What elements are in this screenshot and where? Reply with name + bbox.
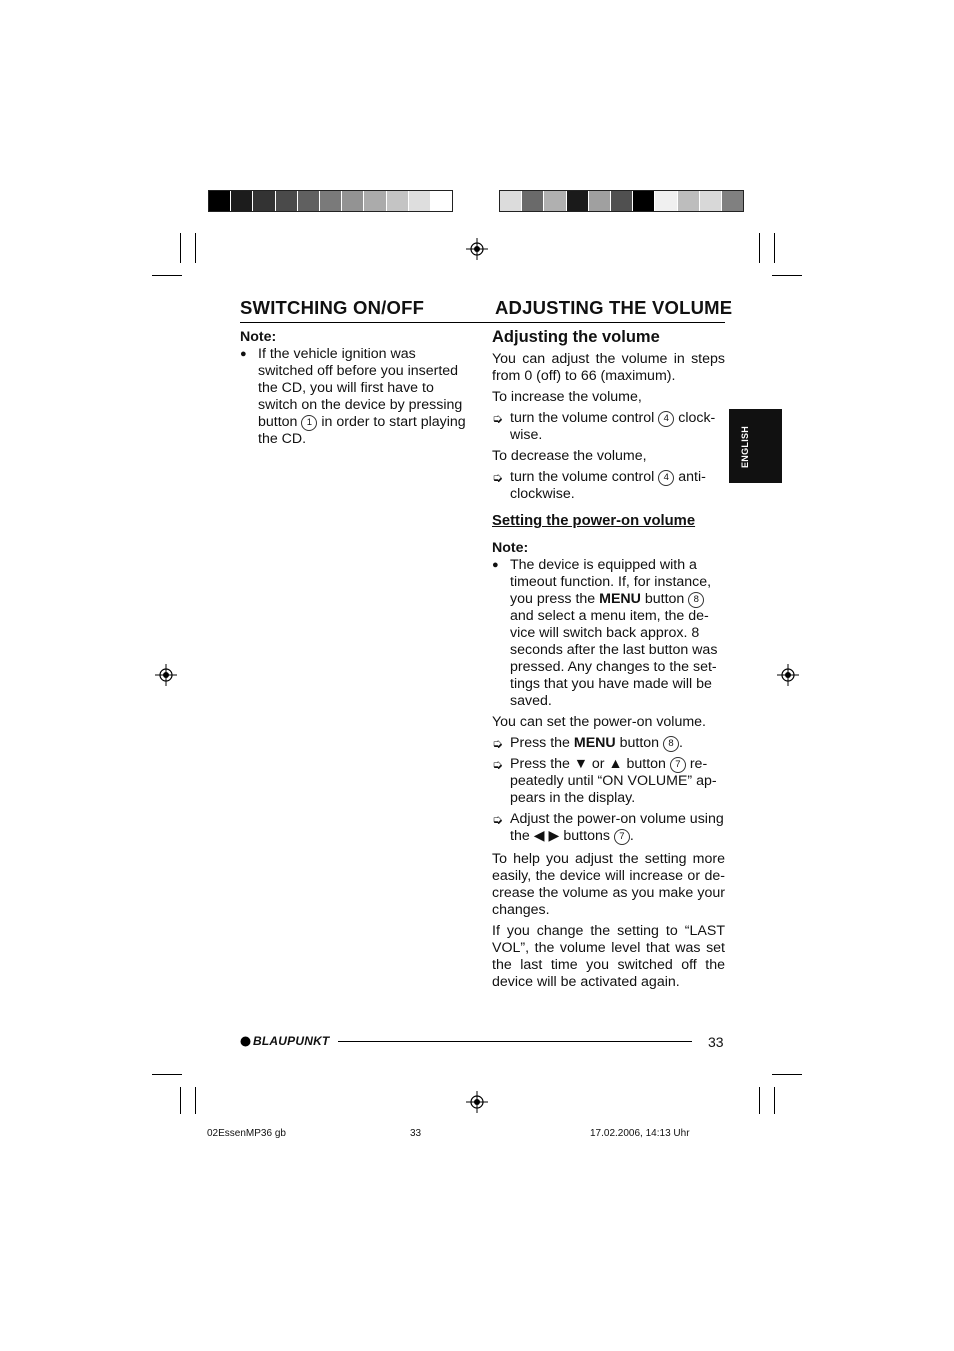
brand-dot-icon (240, 1036, 251, 1047)
step-text: button (626, 756, 666, 772)
step-text: Press the (510, 735, 570, 751)
menu-keyword: MENU (599, 591, 641, 607)
increase-step (492, 410, 725, 444)
crop-mark (759, 1087, 760, 1114)
crop-mark (759, 233, 760, 263)
color-swatch (431, 191, 452, 211)
print-timestamp: 17.02.2006, 14:13 Uhr (590, 1128, 690, 1139)
note-label: Note: (492, 540, 529, 556)
step-text: buttons (563, 828, 610, 844)
button-number-badge: 8 (688, 592, 704, 608)
down-arrow-icon: ▼ (573, 756, 588, 772)
note-label: Note: (240, 329, 277, 345)
step-text: button (619, 735, 660, 751)
color-swatch (320, 191, 342, 211)
color-swatch (633, 191, 655, 211)
color-swatch (589, 191, 611, 211)
print-page: 33 (410, 1128, 422, 1139)
note-text: If the vehicle ignition was switched off before you inserted the CD, you will first have to switch on the device by pressing button (258, 346, 463, 430)
color-swatch (678, 191, 700, 211)
crop-mark (772, 275, 802, 276)
step-text: turn the volume control (510, 410, 655, 426)
crop-mark (772, 1074, 802, 1075)
color-swatch (567, 191, 589, 211)
step-text: Press the (510, 756, 570, 772)
button-number-badge: 8 (663, 736, 679, 752)
heading-rule (240, 322, 725, 323)
registration-mark-icon (466, 238, 488, 260)
right-column (492, 329, 725, 995)
page-number: 33 (708, 1034, 724, 1050)
up-arrow-icon: ▲ (608, 756, 623, 772)
decrease-label: To decrease the volume, (492, 448, 647, 464)
left-right-arrows-icon: ◀ ▶ (533, 828, 560, 844)
step-text: or (591, 756, 605, 772)
step-text: clock-wise. (510, 410, 716, 443)
crop-mark (774, 233, 775, 263)
color-bar-right (499, 190, 744, 212)
color-swatch (231, 191, 253, 211)
button-number-badge: 4 (658, 470, 674, 486)
section-heading-switching: SWITCHING ON/OFF (240, 297, 425, 318)
step-text: Adjust the power-on volume using the (510, 811, 724, 844)
footer-rule (338, 1041, 692, 1042)
crop-mark (180, 233, 181, 263)
button-number-badge: 1 (301, 415, 317, 431)
color-swatch (364, 191, 386, 211)
crop-mark (195, 1087, 196, 1114)
arrow-icon: ➭ (492, 470, 503, 485)
paragraph: To help you adjust the setting more easily, the device will increase or de-crease the volume as you make your changes. (492, 851, 725, 918)
color-swatch (722, 191, 743, 211)
color-bar-left (208, 190, 453, 212)
note-text: The device is equipped with a timeout function. If, for instance, you press the (510, 557, 712, 607)
button-number-badge: 7 (670, 757, 686, 773)
set-label: You can set the power-on volume. (492, 714, 706, 730)
step-1: ➭ Press the MENU button 8 . (492, 735, 683, 751)
color-swatch (276, 191, 298, 211)
crop-mark (180, 1087, 181, 1114)
button-number-badge: 4 (658, 411, 674, 427)
registration-mark-icon (466, 1091, 488, 1113)
color-swatch (342, 191, 364, 211)
menu-keyword: MENU (573, 735, 616, 751)
crop-mark (152, 1074, 182, 1075)
color-swatch (544, 191, 566, 211)
color-swatch (209, 191, 231, 211)
crop-mark (774, 1087, 775, 1114)
registration-mark-icon (777, 664, 799, 686)
note-bullet (240, 346, 474, 448)
color-swatch (253, 191, 275, 211)
section-heading-volume: ADJUSTING THE VOLUME (495, 297, 733, 318)
step-text: anti-clockwise. (510, 469, 706, 502)
note-text: and select a menu item, the de-vice will switch back approx. 8 seconds after the last button was pressed. Any changes to the set-tings that you have made will be saved. (510, 608, 718, 709)
note-bullet (492, 557, 725, 710)
arrow-icon: ➭ (492, 736, 503, 751)
color-swatch (409, 191, 431, 211)
arrow-icon: ➭ (492, 411, 503, 426)
color-swatch (655, 191, 677, 211)
note-text: in order to start playing the CD. (258, 414, 466, 447)
color-swatch (522, 191, 544, 211)
brand-name: BLAUPUNKT (253, 1034, 330, 1048)
crop-mark (152, 275, 182, 276)
bullet-icon: ● (492, 559, 499, 571)
color-swatch (298, 191, 320, 211)
power-on-heading: Setting the power-on volume (492, 513, 696, 529)
color-swatch (611, 191, 633, 211)
brand-logo (240, 1034, 329, 1048)
subheading: Adjusting the volume (492, 328, 660, 346)
color-swatch (500, 191, 522, 211)
note-text: button (644, 591, 685, 607)
bullet-icon: ● (240, 348, 247, 360)
step-text: turn the volume control (510, 469, 655, 485)
step-text: re-peatedly until “ON VOLUME” ap-pears in the display. (510, 756, 717, 806)
left-column (240, 329, 474, 448)
decrease-step (492, 469, 725, 503)
paragraph: If you change the setting to “LAST VOL”, the volume level that was set the last time you switched off the device will be activated again. (492, 923, 725, 990)
language-tab-label: ENGLISH (740, 425, 750, 468)
language-tab (729, 409, 782, 483)
color-swatch (700, 191, 722, 211)
registration-mark-icon (155, 664, 177, 686)
arrow-icon: ➭ (492, 757, 503, 772)
step-2 (492, 756, 725, 807)
print-file-name: 02EssenMP36 gb (207, 1128, 286, 1139)
increase-label: To increase the volume, (492, 389, 642, 405)
intro-text: You can adjust the volume in steps from 0 (off) to 66 (maximum). (492, 351, 725, 384)
arrow-icon: ➭ (492, 812, 503, 827)
crop-mark (195, 233, 196, 263)
step-3: ➭ Adjust the power-on volume using the ◀ ▶ buttons 7 . (492, 811, 724, 844)
color-swatch (387, 191, 409, 211)
button-number-badge: 7 (614, 829, 630, 845)
